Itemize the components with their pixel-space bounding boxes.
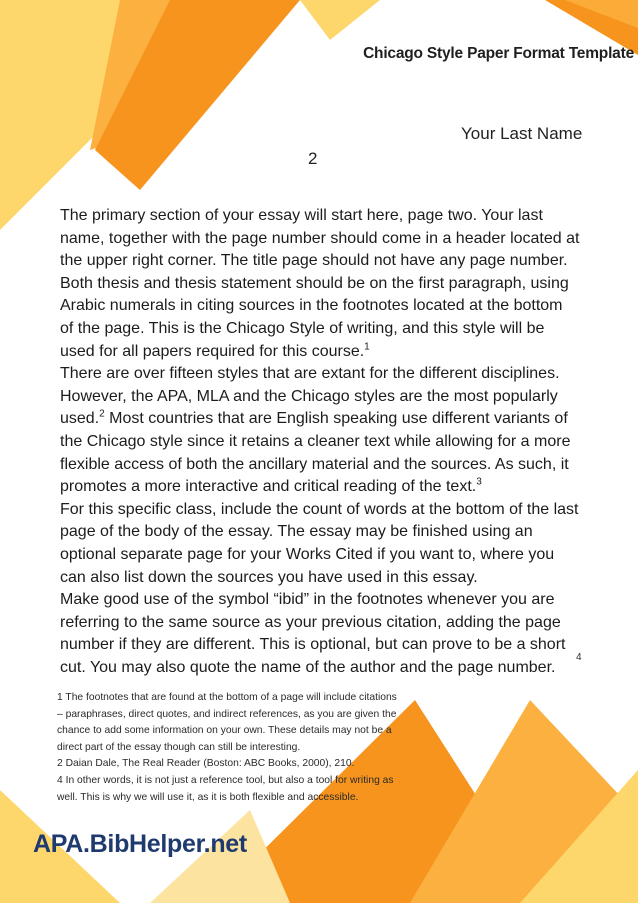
footnote-ref-2: 2 xyxy=(99,409,105,421)
paragraph-4: Make good use of the symbol “ibid” in the footnotes whenever you are referring to the same source as your previous citation, adding the page number if they are different. This is optional, but can prove to be a short cut. You may also quote the name of the author and the page number. xyxy=(60,591,566,676)
footnotes xyxy=(57,690,402,806)
essay-body xyxy=(60,205,580,679)
paragraph-2 xyxy=(60,363,580,499)
footnote-2: 2 Daian Dale, The Real Reader (Boston: ABC Books, 2000), 210. xyxy=(57,758,355,770)
footnote-1: 1 The footnotes that are found at the bottom of a page will include citations – paraphrases, direct quotes, and indirect references, as you are given the chance to add some information on your own. These details may not be a direct part of the essay though can still be interesting. xyxy=(57,692,397,753)
footnote-ref-1: 1 xyxy=(364,341,370,353)
paragraph-2-text-a: There are over fifteen styles that are extant for the different disciplines. However, the APA, MLA and the Chicago styles are the most popularly used. xyxy=(60,365,560,428)
header-title: Chicago Style Paper Format Template xyxy=(363,45,634,62)
footnote-ref-3: 3 xyxy=(476,476,482,488)
paragraph-1-text: The primary section of your essay will start here, page two. Your last name, together with the page number should come in a header located at the upper right corner. The title page should not have any page number. Both thesis and thesis statement should be on the first paragraph, using Arabic numerals in citing sources in the footnotes located at the bottom of the page. This is the Chicago Style of writing, and this style will be used for all papers required for this course. xyxy=(60,207,580,360)
side-footnote-marker: 4 xyxy=(576,652,582,663)
header-last-name: Your Last Name xyxy=(461,124,583,143)
paragraph-2-text-b: Most countries that are English speaking use different variants of the Chicago style since it retains a cleaner text while allowing for a more flexible access of both the ancillary material and the sources. As such, it promotes a more interactive and critical reading of the text. xyxy=(60,410,571,496)
header-page-number: 2 xyxy=(308,149,318,168)
paragraph-3: For this specific class, include the count of words at the bottom of the last page of the body of the essay. The essay may be finished using an optional separate page for your Works Cited if you want to, where you can also list down the sources you have used in this essay. xyxy=(60,500,579,586)
footnote-4: 4 In other words, it is not just a reference tool, but also a tool for writing as well. This is why we will use it, as it is both flexible and accessible. xyxy=(57,774,394,803)
brand-logo-text: APA.BibHelper.net xyxy=(33,830,247,858)
top-light-band xyxy=(300,0,380,40)
paragraph-1 xyxy=(60,205,580,363)
